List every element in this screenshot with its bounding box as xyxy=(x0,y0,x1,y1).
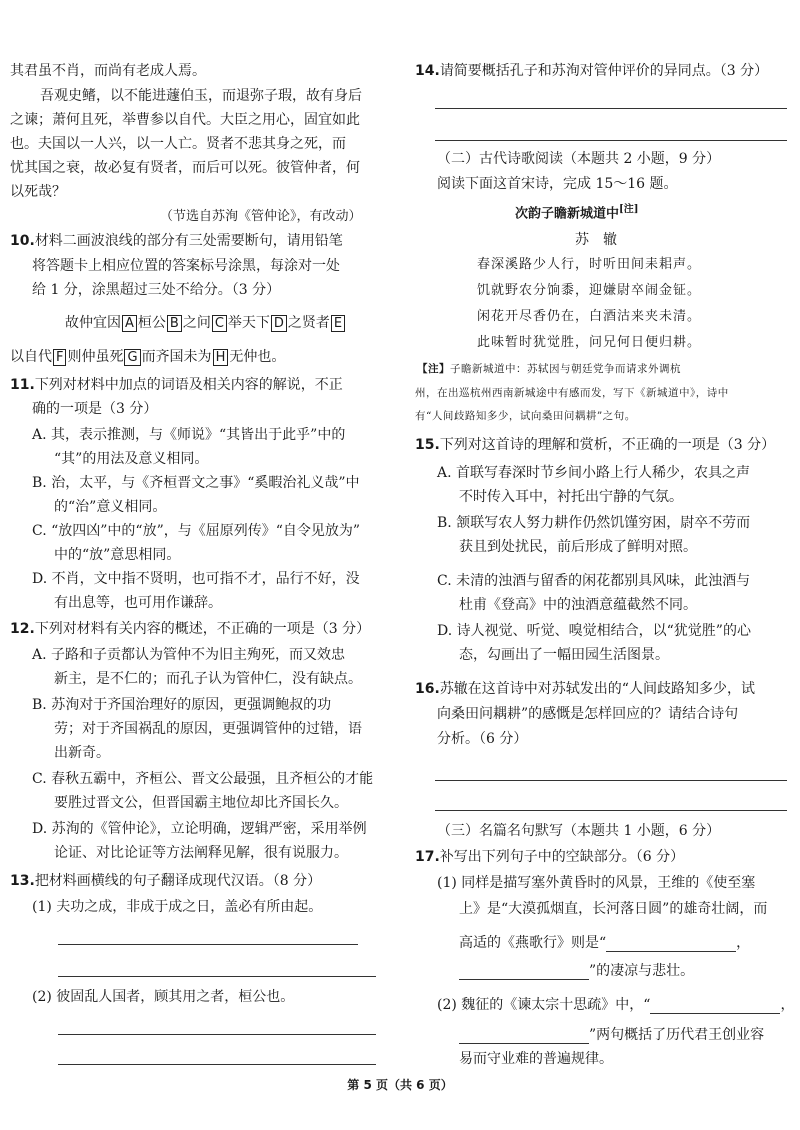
fill-blank[interactable] xyxy=(650,1000,780,1014)
fill-item-1: (1) 同样是描写塞外黄昏时的风景，王维的《使至塞 xyxy=(437,875,756,891)
option-d[interactable]: D. 不肖，文中指不贤明，也可指不才，品行不好，没 xyxy=(32,571,360,587)
answer-box-c[interactable]: C xyxy=(212,315,227,332)
fill-blank[interactable] xyxy=(606,938,736,952)
poem-line: 春深溪路少人行，时听田间耒耜声。 xyxy=(477,257,702,272)
fill-item-1-line: ”的凄凉与悲壮。 xyxy=(459,962,694,980)
passage-line: 忧其国之衰，故必复有贤者，而后可以死。彼管仲者，何 xyxy=(10,160,360,176)
answer-line[interactable] xyxy=(58,976,376,977)
question-17: 17.补写出下列句子中的空缺部分。（6 分） xyxy=(415,849,685,865)
fill-item-2-line: ”两句概括了历代君王创业容 xyxy=(459,1026,764,1044)
answer-box-a[interactable]: A xyxy=(122,315,137,332)
option-a[interactable]: A. 子路和子贡都认为管仲不为旧主殉死，而又效忠 xyxy=(32,647,346,663)
option-a[interactable]: A. 其，表示推测，与《师说》“其皆出于此乎”中的 xyxy=(32,427,346,443)
option-a[interactable]: A. 首联写春深时节乡间小路上行人稀少，农具之声 xyxy=(437,465,751,481)
answer-line[interactable] xyxy=(435,140,787,141)
source-citation: （节选自苏洵《管仲论》，有改动） xyxy=(160,209,362,224)
answer-line[interactable] xyxy=(435,810,787,811)
option-d-cont: 论证、对比论证等方法阐释见解，很有说服力。 xyxy=(54,845,348,861)
answer-box-f[interactable]: F xyxy=(53,349,66,366)
answer-line[interactable] xyxy=(58,944,358,945)
answer-box-g[interactable]: G xyxy=(124,349,140,366)
passage-line: 以死哉？ xyxy=(10,184,66,200)
option-c-cont: 要胜过晋文公，但晋国霸主地位却比齐国长久。 xyxy=(54,795,348,811)
question-16-line: 向桑田问耦耕”的感慨是怎样回应的？请结合诗句 xyxy=(437,706,739,722)
option-b-cont: 出新奇。 xyxy=(54,745,110,761)
poem-line: 饥就野农分饷黍，迎嫌尉卒闹金钲。 xyxy=(477,283,702,298)
poem-note-line: 州，在出巡杭州西南新城途中有感而发，写下《新城道中》，诗中 xyxy=(415,387,729,399)
option-b[interactable]: B. 治，太平，与《齐桓晋文之事》“奚暇治礼义哉”中 xyxy=(32,475,360,491)
question-15: 15.下列对这首诗的理解和赏析，不正确的一项是（3 分） xyxy=(415,437,776,453)
question-12: 12.下列对材料有关内容的概述，不正确的一项是（3 分） xyxy=(10,621,371,637)
question-11: 11.下列对材料中加点的词语及相关内容的解说，不正 xyxy=(10,377,343,393)
poem-line: 闲花开尽香仍在，白酒沽来夹未清。 xyxy=(477,309,702,324)
option-b-cont: 获且到处扰民，前后形成了鲜明对照。 xyxy=(459,539,697,555)
poem-line: 此味暂时犹觉胜，问兄何日便归耕。 xyxy=(477,335,702,350)
translate-sentence-2: (2) 彼固乱人国者，顾其用之者，桓公也。 xyxy=(32,989,295,1005)
option-b-cont: 劳；对于齐国祸乱的原因，更强调管仲的过错，语 xyxy=(54,721,362,737)
option-c[interactable]: C. 未清的浊酒与留香的闲花都别具风味，此浊酒与 xyxy=(437,573,751,589)
question-13: 13.把材料画横线的句子翻译成现代汉语。（8 分） xyxy=(10,873,322,889)
poem-author: 苏 辙 xyxy=(575,232,617,248)
fill-item-2-line: 易而守业难的普遍规律。 xyxy=(459,1051,613,1067)
passage-line: 吾观史鳍，以不能进蘧伯玉，而退弥子瑕，故有身后 xyxy=(40,88,362,104)
segmentation-line-2: 以自代 F 则仲虽死 G 而齐国未为 H 无仲也。 xyxy=(10,349,286,365)
answer-box-b[interactable]: B xyxy=(167,315,182,332)
answer-line[interactable] xyxy=(58,1034,376,1035)
passage-line: 也。夫国以一人兴，以一人亡。贤者不悲其身之死，而 xyxy=(10,136,346,152)
section-3-heading: （三）名篇名句默写（本题共 1 小题，6 分） xyxy=(437,823,721,839)
option-c-cont: 中的“放”意思相同。 xyxy=(54,547,181,563)
option-c[interactable]: C. “放四凶”中的“放”，与《屈原列传》“自令见放为” xyxy=(32,523,361,539)
answer-line[interactable] xyxy=(58,1064,376,1065)
segmentation-line-1: 故仲宜因 A 桓公 B 之问 C 举天下 D 之贤者 E xyxy=(65,314,346,332)
answer-box-e[interactable]: E xyxy=(331,315,345,332)
option-a-cont: 不时传入耳中，衬托出宁静的气氛。 xyxy=(459,489,683,505)
question-16: 16.苏辙在这首诗中对苏轼发出的“人间歧路知多少，试 xyxy=(415,681,755,697)
fill-item-2: (2) 魏征的《谏太宗十思疏》中，“ ， xyxy=(437,997,795,1013)
option-a-cont: “其”的用法及意义相同。 xyxy=(54,451,209,467)
option-b[interactable]: B. 苏洵对于齐国治理好的原因，更强调鲍叔的功 xyxy=(32,697,332,713)
passage-line: 其君虽不肖，而尚有老成人焉。 xyxy=(10,63,206,79)
poem-title: 次韵子瞻新城道中[注] xyxy=(515,204,639,222)
page-footer: 第 5 页（共 6 页） xyxy=(347,1078,453,1092)
section-2-heading: （二）古代诗歌阅读（本题共 2 小题，9 分） xyxy=(437,151,721,167)
note-marker: [注] xyxy=(619,204,639,215)
translate-sentence-1: (1) 夫功之成，非成于成之日，盖必有所由起。 xyxy=(32,899,323,915)
option-d-cont: 态，勾画出了一幅田园生活图景。 xyxy=(459,647,669,663)
answer-box-h[interactable]: H xyxy=(213,349,229,366)
option-a-cont: 新主，是不仁的；而孔子认为管仲仁，没有缺点。 xyxy=(54,671,362,687)
question-11-line: 确的一项是（3 分） xyxy=(32,401,158,417)
option-c[interactable]: C. 春秋五霸中，齐桓公、晋文公最强，且齐桓公的才能 xyxy=(32,771,374,787)
fill-blank[interactable] xyxy=(459,966,589,980)
option-b[interactable]: B. 颔联写农人努力耕作仍然饥馑穷困，尉卒不劳而 xyxy=(437,515,751,531)
option-d[interactable]: D. 诗人视觉、听觉、嗅觉相结合，以“犹觉胜”的心 xyxy=(437,623,751,639)
answer-line[interactable] xyxy=(435,780,787,781)
option-b-cont: 的“治”意义相同。 xyxy=(54,499,167,515)
question-10-line: 将答题卡上相应位置的答案标号涂黑，每涂对一处 xyxy=(32,258,340,274)
option-d[interactable]: D. 苏洵的《管仲论》，立论明确，逻辑严密，采用举例 xyxy=(32,821,367,837)
fill-item-1-line: 上》是“大漠孤烟直，长河落日圆”的雄奇壮阔，而 xyxy=(459,901,768,917)
section-2-intro: 阅读下面这首宋诗，完成 15～16 题。 xyxy=(437,176,678,192)
answer-box-d[interactable]: D xyxy=(271,315,287,332)
answer-line[interactable] xyxy=(435,108,787,109)
option-d-cont: 有出息等，也可用作谦辞。 xyxy=(54,595,222,611)
question-14: 14.请简要概括孔子和苏洵对管仲评价的异同点。（3 分） xyxy=(415,63,769,79)
question-10-line: 给 1 分，涂黑超过三处不给分。（3 分） xyxy=(32,282,281,298)
fill-blank[interactable] xyxy=(459,1030,589,1044)
poem-note: 【注】子瞻新城道中：苏轼因与朝廷党争而请求外调杭 xyxy=(417,363,681,375)
poem-note-line: 有“人间歧路知多少，试向桑田问耦耕”之句。 xyxy=(415,410,636,422)
question-16-line: 分析。（6 分） xyxy=(437,731,528,747)
question-10: 10.材料二画波浪线的部分有三处需要断句，请用铅笔 xyxy=(10,233,343,249)
passage-line: 之谏；萧何且死，举曹参以自代。大臣之用心，固宜如此 xyxy=(10,112,360,128)
fill-item-1-line: 高适的《燕歌行》则是“ ， xyxy=(459,935,751,951)
option-c-cont: 杜甫《登高》中的浊酒意蕴截然不同。 xyxy=(459,597,697,613)
